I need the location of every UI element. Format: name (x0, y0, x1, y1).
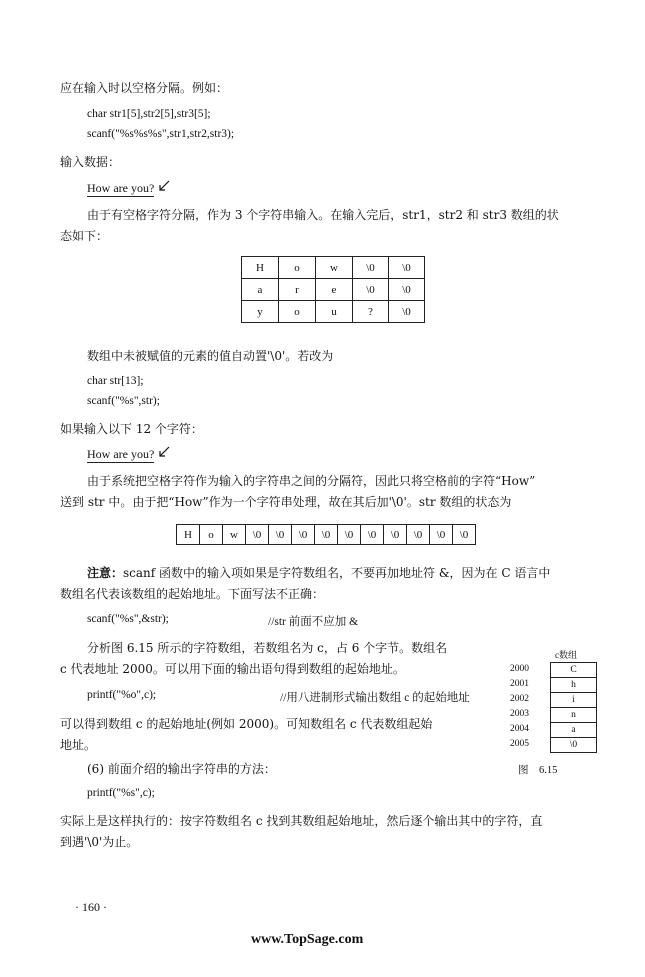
text-line: 到遇'\0'为止。 (60, 835, 139, 849)
note-line (87, 566, 550, 580)
table-cell: \0 (353, 279, 389, 301)
memory-address: 2000 (510, 664, 529, 674)
table-cell: u (316, 301, 353, 323)
code-line: char str1[5],str2[5],str3[5]; (87, 108, 211, 120)
memory-address: 2001 (510, 679, 529, 689)
text-line: 可以得到数组 c 的起始地址(例如 2000)。可知数组名 c 代表数组起始 (60, 717, 433, 731)
str-array-table (176, 524, 476, 545)
enter-arrow-icon (157, 446, 171, 461)
text-line: 送到 str 中。由于把“How”作为一个字符串处理，故在其后加'\0'。str 数组的状态为 (60, 495, 512, 509)
array-cell: \0 (407, 525, 430, 545)
array-cell: \0 (269, 525, 292, 545)
memory-address: 2003 (510, 709, 529, 719)
table-cell: \0 (389, 257, 425, 279)
memory-address: 2002 (510, 694, 529, 704)
table-cell: e (316, 279, 353, 301)
table-cell: o (279, 257, 316, 279)
text-line: 由于系统把空格字符作为输入的字符串之间的分隔符，因此只将空格前的字符“How” (87, 474, 536, 488)
text-line: 数组中未被赋值的元素的值自动置'\0'。若改为 (87, 349, 334, 363)
table-cell: \0 (389, 301, 425, 323)
table-row (242, 301, 425, 323)
input-text: How are you? (87, 447, 155, 461)
memory-cell: C (550, 662, 597, 677)
table-cell: r (279, 279, 316, 301)
text-line: 数组名代表该数组的起始地址。下面写法不正确： (60, 587, 325, 601)
table-cell: \0 (353, 257, 389, 279)
note-text: scanf 函数中的输入项如果是字符数组名，不要再加地址符 &，因为在 C 语言中 (123, 566, 551, 580)
array-cell: \0 (453, 525, 476, 545)
text-line: 由于有空格字符分隔，作为 3 个字符串输入。在输入完后，str1，str2 和 str3 数组的状 (87, 208, 559, 222)
table-cell: ? (353, 301, 389, 323)
memory-cell: h (550, 677, 597, 692)
text-line: (6) 前面介绍的输出字符串的方法： (87, 762, 276, 776)
text-line: c 代表地址 2000。可以用下面的输出语句得到数组的起始地址。 (60, 662, 405, 676)
code-line: printf("%o",c); (87, 689, 157, 701)
array-cell: \0 (361, 525, 384, 545)
code-line: scanf("%s",&str); (87, 613, 169, 625)
memory-cell: n (550, 707, 597, 722)
array-cell: \0 (246, 525, 269, 545)
array-cell: H (177, 525, 200, 545)
table-cell: y (242, 301, 279, 323)
text-line: 实际上是这样执行的：按字符数组名 c 找到其数组起始地址，然后逐个输出其中的字符，直 (60, 814, 543, 828)
note-label: 注意： (87, 566, 124, 580)
code-line: printf("%s",c); (87, 787, 155, 799)
table-cell: a (242, 279, 279, 301)
code-line: scanf("%s%s%s",str1,str2,str3); (87, 128, 235, 140)
memory-cell: i (550, 692, 597, 707)
table-cell: w (316, 257, 353, 279)
enter-arrow-icon (157, 180, 171, 195)
text-line: 如果输入以下 12 个字符： (60, 422, 203, 436)
text-line: 应在输入时以空格分隔。例如： (60, 81, 229, 95)
array-cell: \0 (384, 525, 407, 545)
table-cell: \0 (389, 279, 425, 301)
code-comment: //str 前面不应加 & (268, 616, 359, 628)
array-cell: \0 (292, 525, 315, 545)
figure-caption: 图 6.15 (518, 765, 558, 776)
array-cell: o (200, 525, 223, 545)
input-example (87, 446, 171, 462)
table-cell: H (242, 257, 279, 279)
code-comment: //用八进制形式输出数组 c 的起始地址 (280, 692, 470, 704)
text-line: 分析图 6.15 所示的字符数组，若数组名为 c，占 6 个字节。数组名 (87, 641, 448, 655)
memory-address: 2005 (510, 739, 529, 749)
array-cell: \0 (430, 525, 453, 545)
input-example (87, 180, 171, 196)
table-row (242, 279, 425, 301)
array-cell: \0 (338, 525, 361, 545)
memory-cell: a (550, 722, 597, 737)
code-line: char str[13]; (87, 375, 144, 387)
page-number: · 160 · (75, 900, 107, 914)
text-line: 态如下： (60, 229, 109, 243)
input-text: How are you? (87, 181, 155, 195)
memory-address: 2004 (510, 724, 529, 734)
text-line: 输入数据： (60, 155, 121, 169)
table-row (242, 257, 425, 279)
array-state-table (241, 256, 425, 323)
memory-cell: \0 (550, 737, 597, 753)
table-cell: o (279, 301, 316, 323)
figure-title: c数组 (555, 650, 577, 660)
memory-figure (510, 648, 610, 776)
array-cell: w (223, 525, 246, 545)
array-cell: \0 (315, 525, 338, 545)
footer-url: www.TopSage.com (251, 932, 364, 947)
text-line: 地址。 (60, 738, 97, 752)
code-line: scanf("%s",str); (87, 395, 160, 407)
